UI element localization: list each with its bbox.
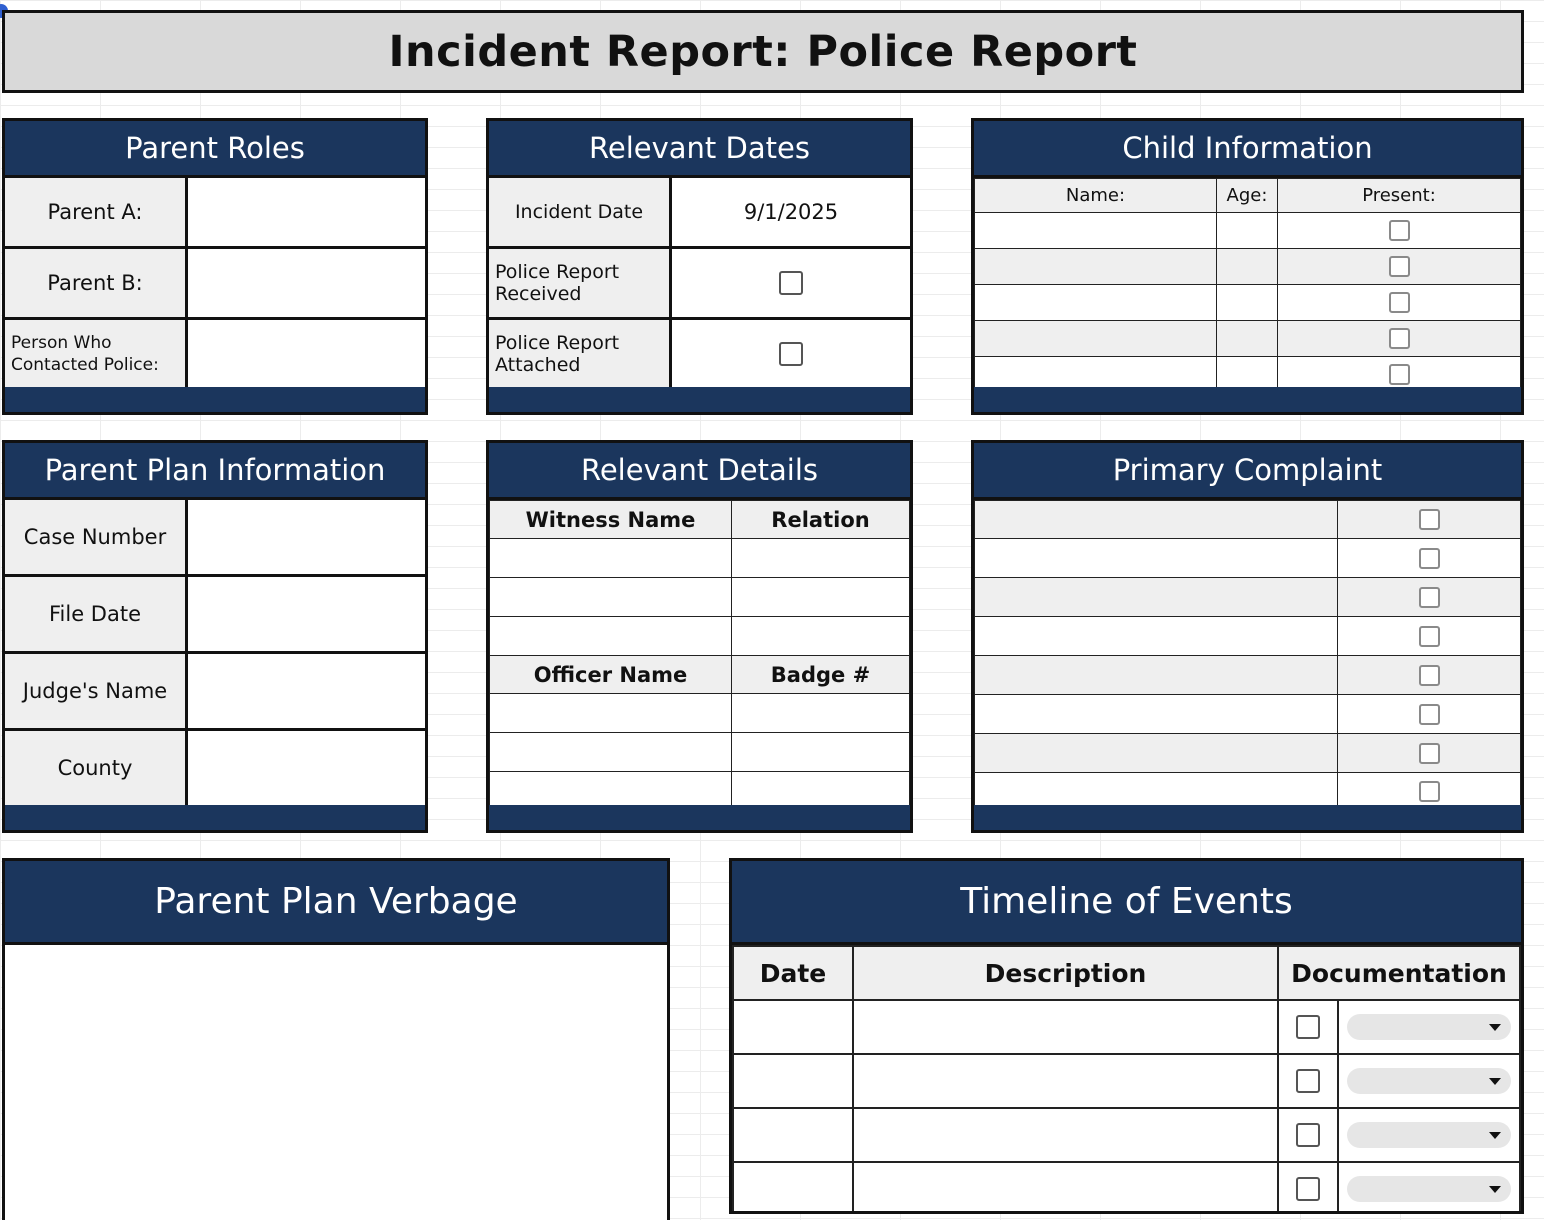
child-name-header: Name:	[975, 179, 1217, 213]
complaint-checkbox[interactable]	[1419, 548, 1440, 569]
timeline-documented-checkbox[interactable]	[1296, 1177, 1320, 1201]
relevant-details-footer	[489, 805, 910, 830]
timeline-date-cell[interactable]	[733, 1162, 853, 1214]
documentation-dropdown[interactable]	[1347, 1122, 1511, 1148]
parent-plan-footer	[5, 805, 425, 830]
judge-name-field[interactable]	[188, 654, 425, 728]
details-table	[489, 500, 910, 810]
child-name-cell[interactable]	[975, 285, 1217, 321]
timeline-title: Timeline of Events	[732, 861, 1521, 945]
complaint-checkbox[interactable]	[1419, 704, 1440, 725]
complaint-cell[interactable]	[975, 578, 1338, 617]
timeline-documented-checkbox[interactable]	[1296, 1123, 1320, 1147]
contacted-police-field[interactable]	[188, 320, 425, 388]
county-label: County	[5, 731, 188, 805]
timeline-description-header: Description	[853, 946, 1278, 1000]
report-received-checkbox[interactable]	[779, 271, 803, 295]
timeline-date-cell[interactable]	[733, 1000, 853, 1054]
timeline-documented-checkbox[interactable]	[1296, 1015, 1320, 1039]
witness-name-cell[interactable]	[490, 617, 732, 656]
officer-name-header: Officer Name	[490, 656, 732, 694]
county-field[interactable]	[188, 731, 425, 805]
timeline-table	[732, 945, 1521, 1214]
contacted-police-label: Person Who Contacted Police:	[5, 320, 188, 388]
badge-cell[interactable]	[732, 772, 910, 810]
relation-cell[interactable]	[732, 578, 910, 617]
child-name-cell[interactable]	[975, 249, 1217, 285]
complaint-checkbox[interactable]	[1419, 509, 1440, 530]
child-present-header: Present:	[1278, 179, 1521, 213]
child-information-title: Child Information	[974, 121, 1521, 178]
child-age-cell[interactable]	[1217, 249, 1278, 285]
child-present-checkbox[interactable]	[1389, 256, 1410, 277]
timeline-date-header: Date	[733, 946, 853, 1000]
timeline-documentation-header: Documentation	[1278, 946, 1520, 1000]
parent-roles-panel	[2, 118, 428, 415]
complaint-table	[974, 500, 1521, 811]
parent-plan-panel	[2, 440, 428, 833]
verbage-panel	[2, 858, 670, 1220]
case-number-label: Case Number	[5, 500, 188, 574]
child-information-panel	[971, 118, 1524, 415]
timeline-description-cell[interactable]	[853, 1000, 1278, 1054]
documentation-dropdown[interactable]	[1347, 1014, 1511, 1040]
complaint-checkbox[interactable]	[1419, 626, 1440, 647]
verbage-title: Parent Plan Verbage	[5, 861, 667, 945]
file-date-field[interactable]	[188, 577, 425, 651]
parent-b-field[interactable]	[188, 249, 425, 317]
child-name-cell[interactable]	[975, 213, 1217, 249]
complaint-cell[interactable]	[975, 734, 1338, 773]
complaint-checkbox[interactable]	[1419, 665, 1440, 686]
complaint-cell[interactable]	[975, 695, 1338, 734]
parent-a-label: Parent A:	[5, 178, 188, 246]
page-title: Incident Report: Police Report	[2, 10, 1524, 93]
officer-name-cell[interactable]	[490, 694, 732, 733]
primary-complaint-footer	[974, 805, 1521, 830]
primary-complaint-title: Primary Complaint	[974, 443, 1521, 500]
primary-complaint-panel	[971, 440, 1524, 833]
complaint-cell[interactable]	[975, 501, 1338, 539]
relevant-dates-footer	[489, 387, 910, 412]
complaint-cell[interactable]	[975, 539, 1338, 578]
child-information-footer	[974, 387, 1521, 412]
case-number-field[interactable]	[188, 500, 425, 574]
timeline-description-cell[interactable]	[853, 1162, 1278, 1214]
witness-name-cell[interactable]	[490, 578, 732, 617]
relation-header: Relation	[732, 501, 910, 539]
child-name-cell[interactable]	[975, 321, 1217, 357]
child-present-checkbox[interactable]	[1389, 328, 1410, 349]
relation-cell[interactable]	[732, 539, 910, 578]
timeline-panel	[729, 858, 1524, 1214]
badge-cell[interactable]	[732, 694, 910, 733]
officer-name-cell[interactable]	[490, 733, 732, 772]
file-date-label: File Date	[5, 577, 188, 651]
incident-date-field[interactable]: 9/1/2025	[743, 200, 839, 224]
report-attached-checkbox[interactable]	[779, 342, 803, 366]
child-age-header: Age:	[1217, 179, 1278, 213]
timeline-date-cell[interactable]	[733, 1108, 853, 1162]
complaint-cell[interactable]	[975, 656, 1338, 695]
relevant-details-panel	[486, 440, 913, 833]
documentation-dropdown[interactable]	[1347, 1176, 1511, 1202]
parent-a-field[interactable]	[188, 178, 425, 246]
timeline-date-cell[interactable]	[733, 1054, 853, 1108]
relation-cell[interactable]	[732, 617, 910, 656]
complaint-checkbox[interactable]	[1419, 743, 1440, 764]
complaint-checkbox[interactable]	[1419, 587, 1440, 608]
complaint-cell[interactable]	[975, 617, 1338, 656]
child-present-checkbox[interactable]	[1389, 364, 1410, 385]
parent-roles-footer	[5, 387, 425, 412]
child-age-cell[interactable]	[1217, 285, 1278, 321]
badge-cell[interactable]	[732, 733, 910, 772]
child-present-checkbox[interactable]	[1389, 292, 1410, 313]
child-age-cell[interactable]	[1217, 213, 1278, 249]
badge-header: Badge #	[732, 656, 910, 694]
report-attached-label: Police Report Attached	[489, 320, 672, 388]
incident-date-label: Incident Date	[489, 178, 672, 246]
chevron-down-icon	[1489, 1186, 1501, 1193]
documentation-dropdown[interactable]	[1347, 1068, 1511, 1094]
chevron-down-icon	[1489, 1132, 1501, 1139]
child-present-checkbox[interactable]	[1389, 220, 1410, 241]
relevant-details-title: Relevant Details	[489, 443, 910, 500]
verbage-text-area[interactable]	[5, 945, 667, 1220]
timeline-documented-checkbox[interactable]	[1296, 1069, 1320, 1093]
judge-name-label: Judge's Name	[5, 654, 188, 728]
timeline-description-cell[interactable]	[853, 1054, 1278, 1108]
relevant-dates-panel	[486, 118, 913, 415]
witness-name-cell[interactable]	[490, 539, 732, 578]
relevant-dates-title: Relevant Dates	[489, 121, 910, 178]
parent-roles-title: Parent Roles	[5, 121, 425, 178]
chevron-down-icon	[1489, 1078, 1501, 1085]
chevron-down-icon	[1489, 1024, 1501, 1031]
parent-plan-title: Parent Plan Information	[5, 443, 425, 500]
witness-name-header: Witness Name	[490, 501, 732, 539]
timeline-description-cell[interactable]	[853, 1108, 1278, 1162]
child-table	[974, 178, 1521, 393]
parent-b-label: Parent B:	[5, 249, 188, 317]
report-received-label: Police Report Received	[489, 249, 672, 317]
officer-name-cell[interactable]	[490, 772, 732, 810]
child-age-cell[interactable]	[1217, 321, 1278, 357]
complaint-checkbox[interactable]	[1419, 781, 1440, 802]
